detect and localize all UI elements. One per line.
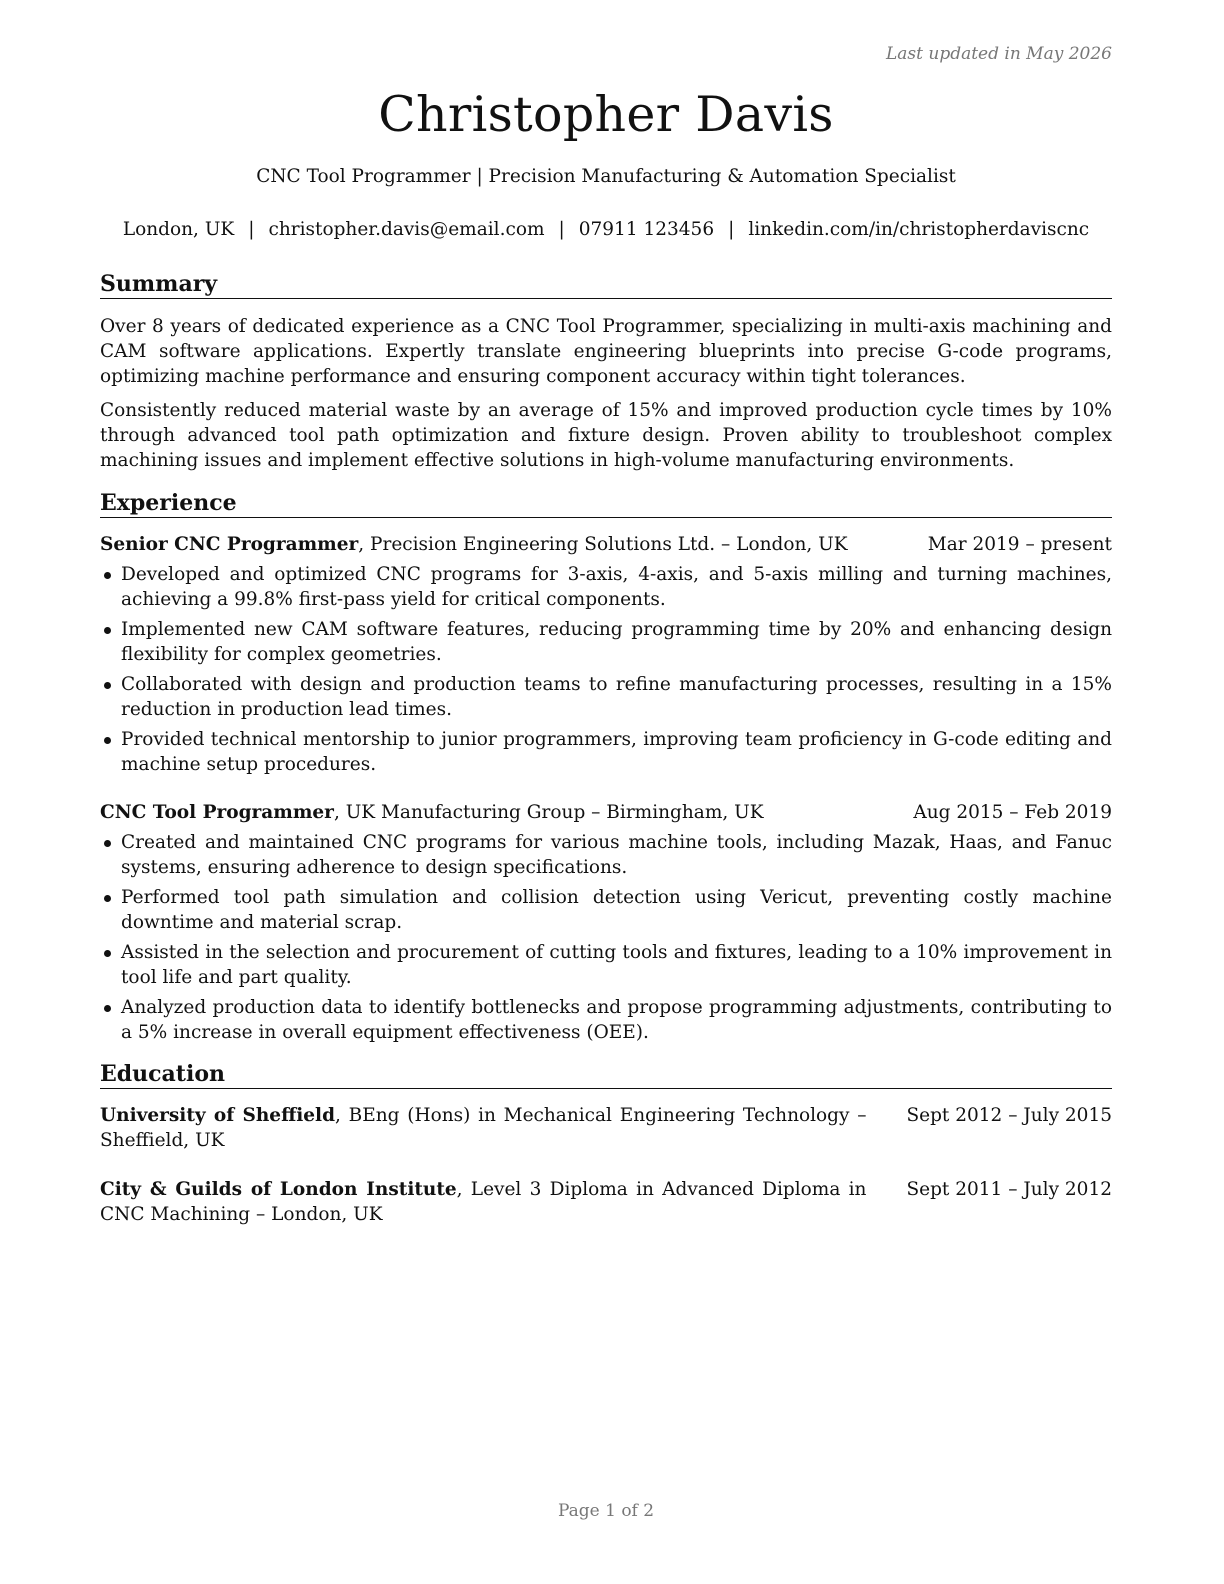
job-bullet (100, 830, 1112, 880)
contact-email[interactable]: christopher.davis@email.com (268, 219, 545, 240)
job-bullet-text: Implemented new CAM software features, reducing programming time by 20% and enhancing design flexibility for complex geometries. (121, 619, 1112, 665)
job-dates: Mar 2019 – present (927, 534, 1112, 555)
job-bullet-text: Assisted in the selection and procurement of cutting tools and fixtures, leading to a 10% improvement in tool life and part quality. (121, 942, 1112, 988)
section-heading-summary: Summary (100, 271, 1112, 299)
job-bullet (100, 562, 1112, 612)
education-dates: Sept 2012 – July 2015 (906, 1105, 1112, 1126)
education-line (100, 1103, 866, 1153)
job-bullet (100, 940, 1112, 990)
degree-detail: , Level 3 Diploma in Advanced Diploma in CNC Machining – London, UK (100, 1179, 867, 1225)
job-header (100, 532, 1112, 557)
resume-page (100, 0, 1112, 1584)
job-bullet-list (100, 562, 1112, 782)
school-name: University of Sheffield (100, 1105, 336, 1126)
job-bullet (100, 617, 1112, 667)
job-bullet-list (100, 830, 1112, 1050)
job-bullet-text: Provided technical mentorship to junior programmers, improving team proficiency in G-code editing and machine setup procedures. (121, 729, 1112, 775)
job-header (100, 800, 1112, 825)
bullet-icon (104, 682, 111, 689)
education-entry (100, 1177, 1112, 1227)
job-title-line (100, 532, 888, 557)
contact-line (100, 219, 1112, 240)
job-organization: , UK Manufacturing Group – Birmingham, UK (333, 802, 764, 823)
candidate-name: Christopher Davis (378, 86, 834, 143)
bullet-icon (104, 840, 111, 847)
degree-detail: , BEng (Hons) in Mechanical Engineering Technology – Sheffield, UK (100, 1105, 867, 1151)
summary-paragraph: Over 8 years of dedicated experience as a CNC Tool Programmer, specializing in multi-axis machining and CAM software applications. Expertly translate engineering blueprints into precise G-code programs, optimizing machine performance and ensuring component accuracy within tight tolerances. (100, 316, 1112, 387)
job-bullet-text: Performed tool path simulation and collision detection using Vericut, preventing costly machine downtime and material scrap. (121, 887, 1112, 933)
bullet-icon (104, 1005, 111, 1012)
job-title: CNC Tool Programmer (100, 802, 334, 823)
job-bullet (100, 727, 1112, 777)
job-bullet (100, 672, 1112, 722)
job-bullet (100, 885, 1112, 935)
summary-paragraph: Consistently reduced material waste by an average of 15% and improved production cycle times by 10% through advanced tool path optimization and fixture design. Proven ability to troubleshoot complex machining issues and implement effective solutions in high-volume manufacturing environments. (100, 400, 1112, 471)
bullet-icon (104, 737, 111, 744)
job-bullet (100, 995, 1112, 1045)
section-heading-education: Education (100, 1061, 1112, 1089)
professional-headline: CNC Tool Programmer | Precision Manufacturing & Automation Specialist (256, 166, 956, 187)
contact-separator: | (728, 219, 735, 240)
job-bullet-text: Created and maintained CNC programs for various machine tools, including Mazak, Haas, and Fanuc systems, ensuring adherence to design specifications. (121, 832, 1112, 878)
job-bullet-text: Developed and optimized CNC programs for 3-axis, 4-axis, and 5-axis milling and turning machines, achieving a 99.8% first-pass yield for critical components. (121, 564, 1112, 610)
job-organization: , Precision Engineering Solutions Ltd. – London, UK (358, 534, 848, 555)
contact-separator: | (248, 219, 255, 240)
job-title: Senior CNC Programmer (100, 534, 359, 555)
education-dates: Sept 2011 – July 2012 (906, 1179, 1112, 1200)
bullet-icon (104, 572, 111, 579)
job-title-line (100, 800, 873, 825)
contact-separator: | (558, 219, 565, 240)
job-bullet-text: Analyzed production data to identify bottlenecks and propose programming adjustments, contributing to a 5% increase in overall equipment effectiveness (OEE). (121, 997, 1112, 1043)
page-number: Page 1 of 2 (557, 1501, 655, 1521)
contact-phone[interactable]: 07911 123456 (578, 219, 715, 240)
bullet-icon (104, 950, 111, 957)
education-entry (100, 1103, 1112, 1153)
job-dates: Aug 2015 – Feb 2019 (913, 802, 1112, 823)
contact-location: London, UK (122, 219, 235, 240)
education-line (100, 1177, 866, 1227)
bullet-icon (104, 627, 111, 634)
last-updated-note: Last updated in May 2026 (885, 44, 1112, 64)
school-name: City & Guilds of London Institute (100, 1179, 457, 1200)
job-bullet-text: Collaborated with design and production teams to refine manufacturing processes, resulting in a 15% reduction in production lead times. (121, 674, 1112, 720)
bullet-icon (104, 895, 111, 902)
contact-linkedin[interactable]: linkedin.com/in/christopherdaviscnc (748, 219, 1090, 240)
section-heading-experience: Experience (100, 490, 1112, 518)
